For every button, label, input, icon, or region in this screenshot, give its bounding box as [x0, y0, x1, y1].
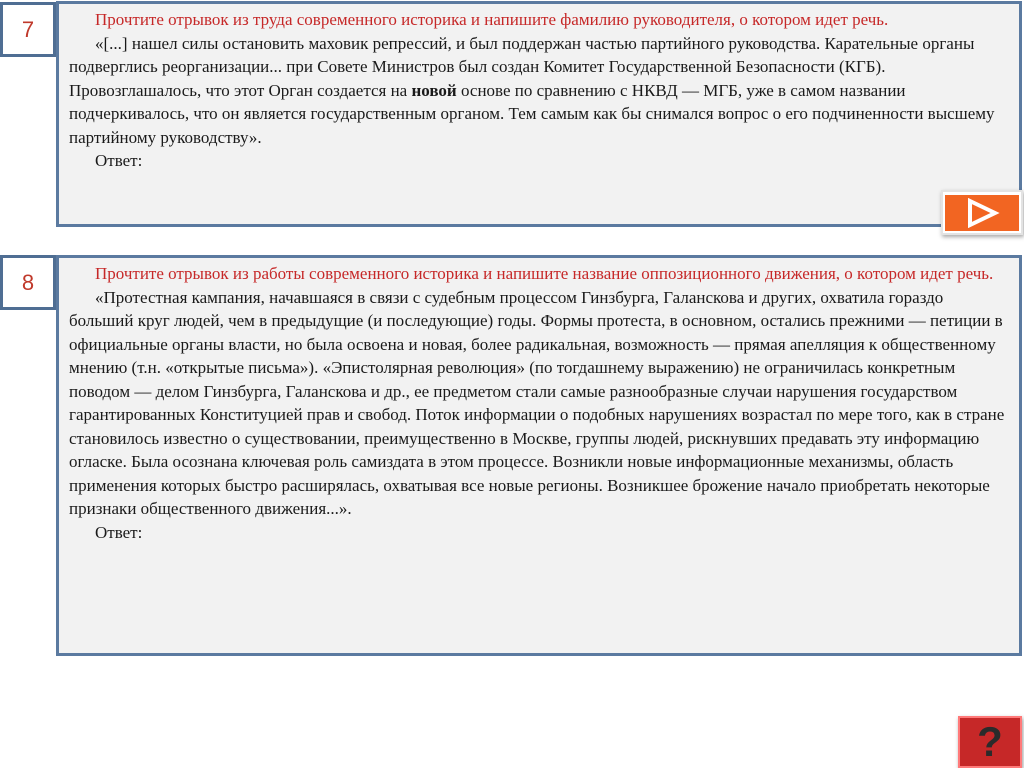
next-slide-button[interactable]	[941, 190, 1023, 235]
task-number-8	[0, 255, 56, 310]
excerpt-text-start: «[...] нашел силы остановить маховик репрессий, и был поддержан частью партийного руководства. Карательные органы подверглись реорганизации... при Совете Министров был создан Комитет Государственной Безопасности (КГБ). Провозглашалось, что этот Орган создается на	[69, 33, 975, 100]
task-excerpt: «Протестная кампания, начавшаяся в связи с судебным процессом Гинзбурга, Галанскова и других, охватила гораздо больший круг людей, чем в предыдущие (и последующие) годы. Формы протеста, в основном, остались прежними — петиции в официальные органы власти, но была освоена и новая, более радикальная, возможность — прямая апелляция к общественному мнению (т.н. «открытые письма»). «Эпистолярная революция» (по тогдашнему выражению) не ограничилась конкретным поводом — делом Гинзбурга, Галанскова и др., ее предметом стали самые разнообразные случаи нарушения государством гарантированных Конституцией прав и свобод. Поток информации о подобных нарушениях возрастал по мере того, как в стране становилось известно о существовании, преимущественно в Москве, группы людей, рискнувших предавать эту информацию огласке. Была осознана ключевая роль самиздата в этом процессе. Возникли новые информационные механизмы, область применения которых быстро расширялась, охватывая все новые регионы. Возникшее брожение начало приобретать некоторые признаки общественного движения...».	[69, 287, 1005, 518]
task-number-label: 7	[21, 16, 35, 42]
task-panel-8	[56, 255, 1022, 656]
task-number-label: 8	[21, 269, 35, 295]
play-triangle-icon	[962, 198, 1002, 228]
task-question: Прочтите отрывок из работы современного историка и напишите название оппозиционного движения, о котором идет речь.	[95, 264, 994, 283]
next-button-face	[945, 195, 1019, 231]
answer-label: Ответ:	[95, 151, 143, 170]
task-question: Прочтите отрывок из труда современного историка и напишите фамилию руководителя, о котором идет речь.	[95, 10, 889, 29]
task-excerpt	[69, 32, 1011, 150]
answer-label: Ответ:	[95, 522, 143, 542]
task-number-7	[0, 2, 56, 57]
excerpt-text-end: основе по сравнению с НКВД — МГБ, уже в самом названии подчеркивалось, что он является государственным органом. Тем самым как бы снимался вопрос о его подчиненности высшему партийному руководству».	[69, 80, 995, 147]
question-mark-icon: ?	[977, 718, 1003, 765]
excerpt-bold-word: новой	[411, 80, 457, 100]
task-panel-7	[56, 1, 1022, 227]
help-button[interactable]	[958, 716, 1022, 768]
